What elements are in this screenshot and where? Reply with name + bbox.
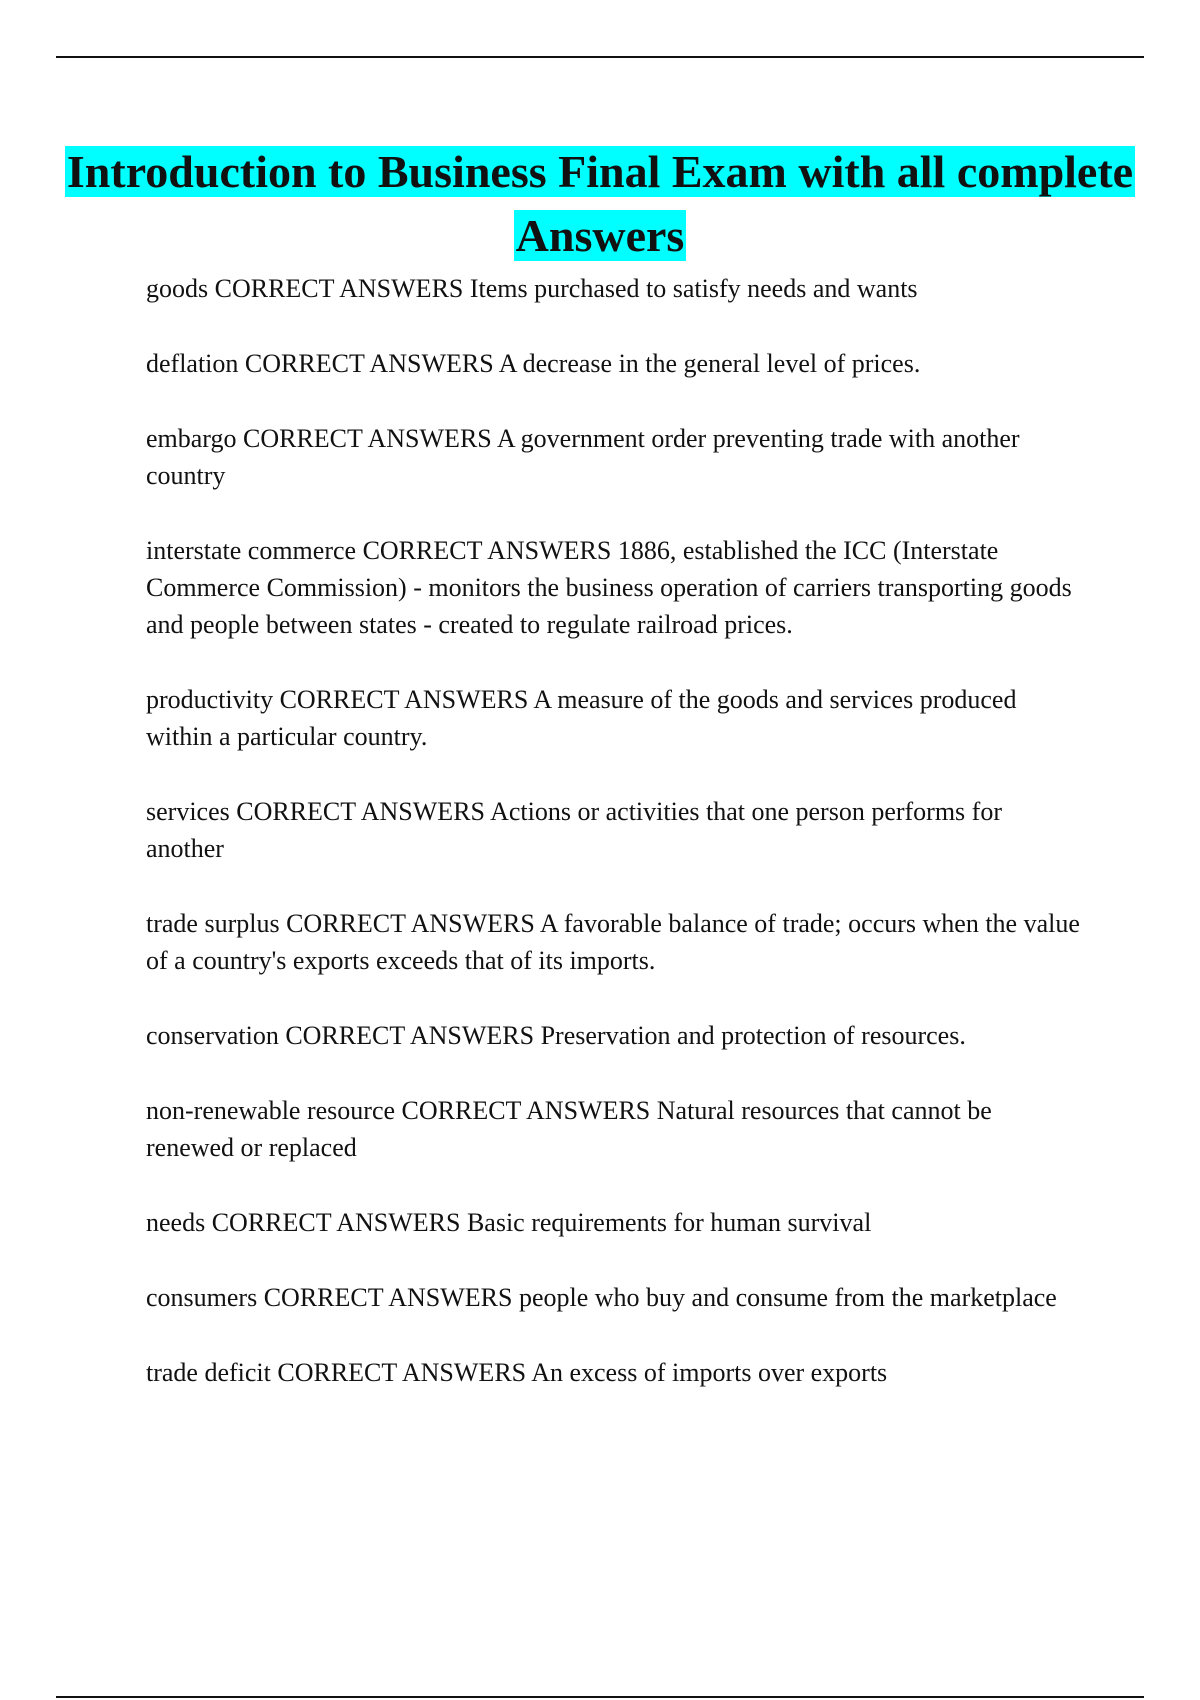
qa-marker: CORRECT ANSWERS (214, 274, 464, 303)
qa-answer: Preservation and protection of resources. (540, 1021, 966, 1050)
qa-term: goods (146, 274, 209, 303)
header-rule (56, 56, 1144, 58)
qa-term: interstate commerce (146, 536, 357, 565)
qa-answer: An excess of imports over exports (531, 1358, 888, 1387)
qa-marker: CORRECT ANSWERS (263, 1283, 513, 1312)
qa-item (146, 681, 1086, 755)
qa-answer: Actions or activities that one person performs for another (146, 797, 1002, 863)
qa-marker: CORRECT ANSWERS (286, 909, 535, 938)
qa-term: needs (146, 1208, 206, 1237)
qa-list (146, 270, 1086, 1429)
qa-marker: CORRECT ANSWERS (277, 1358, 527, 1387)
qa-marker: CORRECT ANSWERS (211, 1208, 461, 1237)
qa-term: trade deficit (146, 1358, 271, 1387)
qa-term: consumers (146, 1283, 258, 1312)
qa-term: conservation (146, 1021, 279, 1050)
qa-marker: CORRECT ANSWERS (285, 1021, 535, 1050)
qa-item (146, 1092, 1086, 1166)
qa-term: embargo (146, 424, 237, 453)
footer-rule (56, 1696, 1144, 1698)
qa-answer: A government order preventing trade with another country (146, 424, 1020, 490)
qa-marker: CORRECT ANSWERS (362, 536, 612, 565)
qa-marker: CORRECT ANSWERS (236, 797, 485, 826)
qa-marker: CORRECT ANSWERS (279, 685, 529, 714)
qa-item (146, 1017, 1086, 1054)
qa-term: productivity (146, 685, 274, 714)
qa-marker: CORRECT ANSWERS (243, 424, 492, 453)
qa-item (146, 420, 1086, 494)
qa-answer: A favorable balance of trade; occurs when the value of a country's exports exceeds that of its imports. (146, 909, 1080, 975)
qa-item (146, 532, 1086, 643)
qa-answer: 1886, established the ICC (Interstate Commerce Commission) - monitors the business operation of carriers transporting goods and people between states - created to regulate railroad prices. (146, 536, 1072, 639)
qa-answer: Items purchased to satisfy needs and wants (469, 274, 918, 303)
qa-term: trade surplus (146, 909, 280, 938)
qa-answer: people who buy and consume from the marketplace (518, 1283, 1057, 1312)
qa-marker: CORRECT ANSWERS (244, 349, 494, 378)
qa-item (146, 1279, 1086, 1316)
page-title (56, 140, 1144, 268)
qa-item (146, 270, 1086, 307)
qa-item (146, 1354, 1086, 1391)
qa-term: non-renewable resource (146, 1096, 396, 1125)
qa-answer: A measure of the goods and services produced within a particular country. (146, 685, 1017, 751)
qa-item (146, 345, 1086, 382)
qa-marker: CORRECT ANSWERS (401, 1096, 651, 1125)
qa-answer: A decrease in the general level of prices. (498, 349, 921, 378)
qa-item (146, 793, 1086, 867)
title-highlight: Introduction to Business Final Exam with all complete Answers (66, 146, 1134, 261)
qa-term: services (146, 797, 230, 826)
qa-item (146, 905, 1086, 979)
qa-item (146, 1204, 1086, 1241)
qa-answer: Basic requirements for human survival (466, 1208, 872, 1237)
qa-term: deflation (146, 349, 239, 378)
qa-answer: Natural resources that cannot be renewed or replaced (146, 1096, 992, 1162)
